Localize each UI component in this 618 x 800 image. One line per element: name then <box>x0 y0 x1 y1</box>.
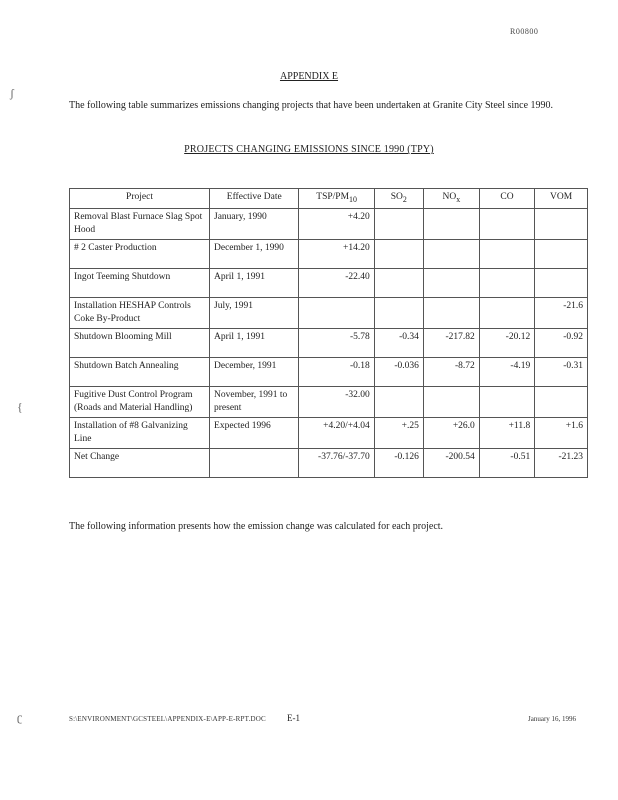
cell-so2: -0.126 <box>374 448 423 477</box>
table-row <box>70 357 588 386</box>
cell-vom: -0.92 <box>535 328 588 357</box>
cell-effective-date <box>210 448 299 477</box>
margin-mark: { <box>17 400 23 414</box>
cell-effective-date: April 1, 1991 <box>210 268 299 297</box>
table-row <box>70 297 588 328</box>
table-header-row <box>70 189 588 209</box>
cell-nox <box>423 268 479 297</box>
table-row <box>70 448 588 477</box>
cell-so2: -0.036 <box>374 357 423 386</box>
cell-tsp-pm10 <box>299 297 374 328</box>
cell-co: -4.19 <box>479 357 534 386</box>
cell-effective-date: November, 1991 to present <box>210 386 299 417</box>
footer-page-number: E-1 <box>287 713 300 723</box>
intro-paragraph: The following table summarizes emissions changing projects that have been undertaken at Granite City Steel since 1990. <box>69 100 554 111</box>
header-tsp-pm10-label: TSP/PM <box>316 192 350 202</box>
cell-so2 <box>374 208 423 239</box>
cell-so2 <box>374 297 423 328</box>
cell-tsp-pm10: +4.20/+4.04 <box>299 417 374 448</box>
cell-nox <box>423 239 479 268</box>
header-so2-label: SO <box>390 192 403 202</box>
cell-so2 <box>374 268 423 297</box>
cell-so2: +.25 <box>374 417 423 448</box>
cell-tsp-pm10: -37.76/-37.70 <box>299 448 374 477</box>
cell-vom <box>535 208 588 239</box>
cell-nox: +26.0 <box>423 417 479 448</box>
cell-project: # 2 Caster Production <box>70 239 210 268</box>
cell-tsp-pm10: +4.20 <box>299 208 374 239</box>
table-row <box>70 239 588 268</box>
table-row <box>70 268 588 297</box>
cell-project: Fugitive Dust Control Program (Roads and Material Handling) <box>70 386 210 417</box>
method-paragraph: The following information presents how the emission change was calculated for each project. <box>69 521 444 532</box>
header-nox <box>423 189 479 209</box>
table-row <box>70 208 588 239</box>
table-row <box>70 328 588 357</box>
table-row <box>70 417 588 448</box>
cell-effective-date: January, 1990 <box>210 208 299 239</box>
header-so2-sub: 2 <box>402 194 407 204</box>
cell-tsp-pm10: -32.00 <box>299 386 374 417</box>
cell-so2: -0.34 <box>374 328 423 357</box>
cell-nox <box>423 386 479 417</box>
cell-vom: -21.23 <box>535 448 588 477</box>
header-so2 <box>374 189 423 209</box>
margin-mark: ʗ <box>17 710 23 724</box>
cell-so2 <box>374 386 423 417</box>
cell-nox <box>423 297 479 328</box>
cell-nox: -200.54 <box>423 448 479 477</box>
cell-so2 <box>374 239 423 268</box>
cell-tsp-pm10: +14.20 <box>299 239 374 268</box>
header-nox-label: NO <box>442 192 457 202</box>
cell-co <box>479 239 534 268</box>
cell-vom <box>535 268 588 297</box>
cell-nox: -217.82 <box>423 328 479 357</box>
cell-vom: -21.6 <box>535 297 588 328</box>
appendix-title: APPENDIX E <box>279 71 339 82</box>
cell-nox: -8.72 <box>423 357 479 386</box>
cell-vom: -0.31 <box>535 357 588 386</box>
cell-vom <box>535 386 588 417</box>
header-project: Project <box>70 189 210 209</box>
table-title: PROJECTS CHANGING EMISSIONS SINCE 1990 (TPY) <box>184 144 434 155</box>
cell-project: Net Change <box>70 448 210 477</box>
cell-tsp-pm10: -0.18 <box>299 357 374 386</box>
footer-file-path: S:\ENVIRONMENT\GCSTEEL\APPENDIX-E\APP-E-RPT.DOC <box>69 715 266 723</box>
table-body <box>70 208 588 477</box>
cell-nox <box>423 208 479 239</box>
cell-co: -20.12 <box>479 328 534 357</box>
margin-mark: ʃ <box>10 86 14 100</box>
cell-project: Shutdown Batch Annealing <box>70 357 210 386</box>
table-row <box>70 386 588 417</box>
cell-co <box>479 268 534 297</box>
document-id: R00800 <box>510 27 539 36</box>
cell-project: Removal Blast Furnace Slag Spot Hood <box>70 208 210 239</box>
cell-effective-date: Expected 1996 <box>210 417 299 448</box>
cell-project: Shutdown Blooming Mill <box>70 328 210 357</box>
cell-tsp-pm10: -22.40 <box>299 268 374 297</box>
cell-effective-date: July, 1991 <box>210 297 299 328</box>
cell-co: -0.51 <box>479 448 534 477</box>
cell-co: +11.8 <box>479 417 534 448</box>
cell-project: Ingot Teeming Shutdown <box>70 268 210 297</box>
footer-date: January 16, 1996 <box>528 715 577 723</box>
cell-effective-date: December, 1991 <box>210 357 299 386</box>
cell-effective-date: April 1, 1991 <box>210 328 299 357</box>
cell-project: Installation of #8 Galvanizing Line <box>70 417 210 448</box>
cell-vom: +1.6 <box>535 417 588 448</box>
header-effective-date: Effective Date <box>210 189 299 209</box>
cell-co <box>479 386 534 417</box>
cell-co <box>479 297 534 328</box>
cell-project: Installation HESHAP Controls Coke By-Product <box>70 297 210 328</box>
cell-co <box>479 208 534 239</box>
header-co: CO <box>479 189 534 209</box>
header-nox-sub: x <box>456 194 461 204</box>
projects-table <box>69 188 588 478</box>
header-tsp-pm10-sub: 10 <box>349 194 357 204</box>
header-vom: VOM <box>535 189 588 209</box>
cell-tsp-pm10: -5.78 <box>299 328 374 357</box>
cell-vom <box>535 239 588 268</box>
cell-effective-date: December 1, 1990 <box>210 239 299 268</box>
header-tsp-pm10 <box>299 189 374 209</box>
